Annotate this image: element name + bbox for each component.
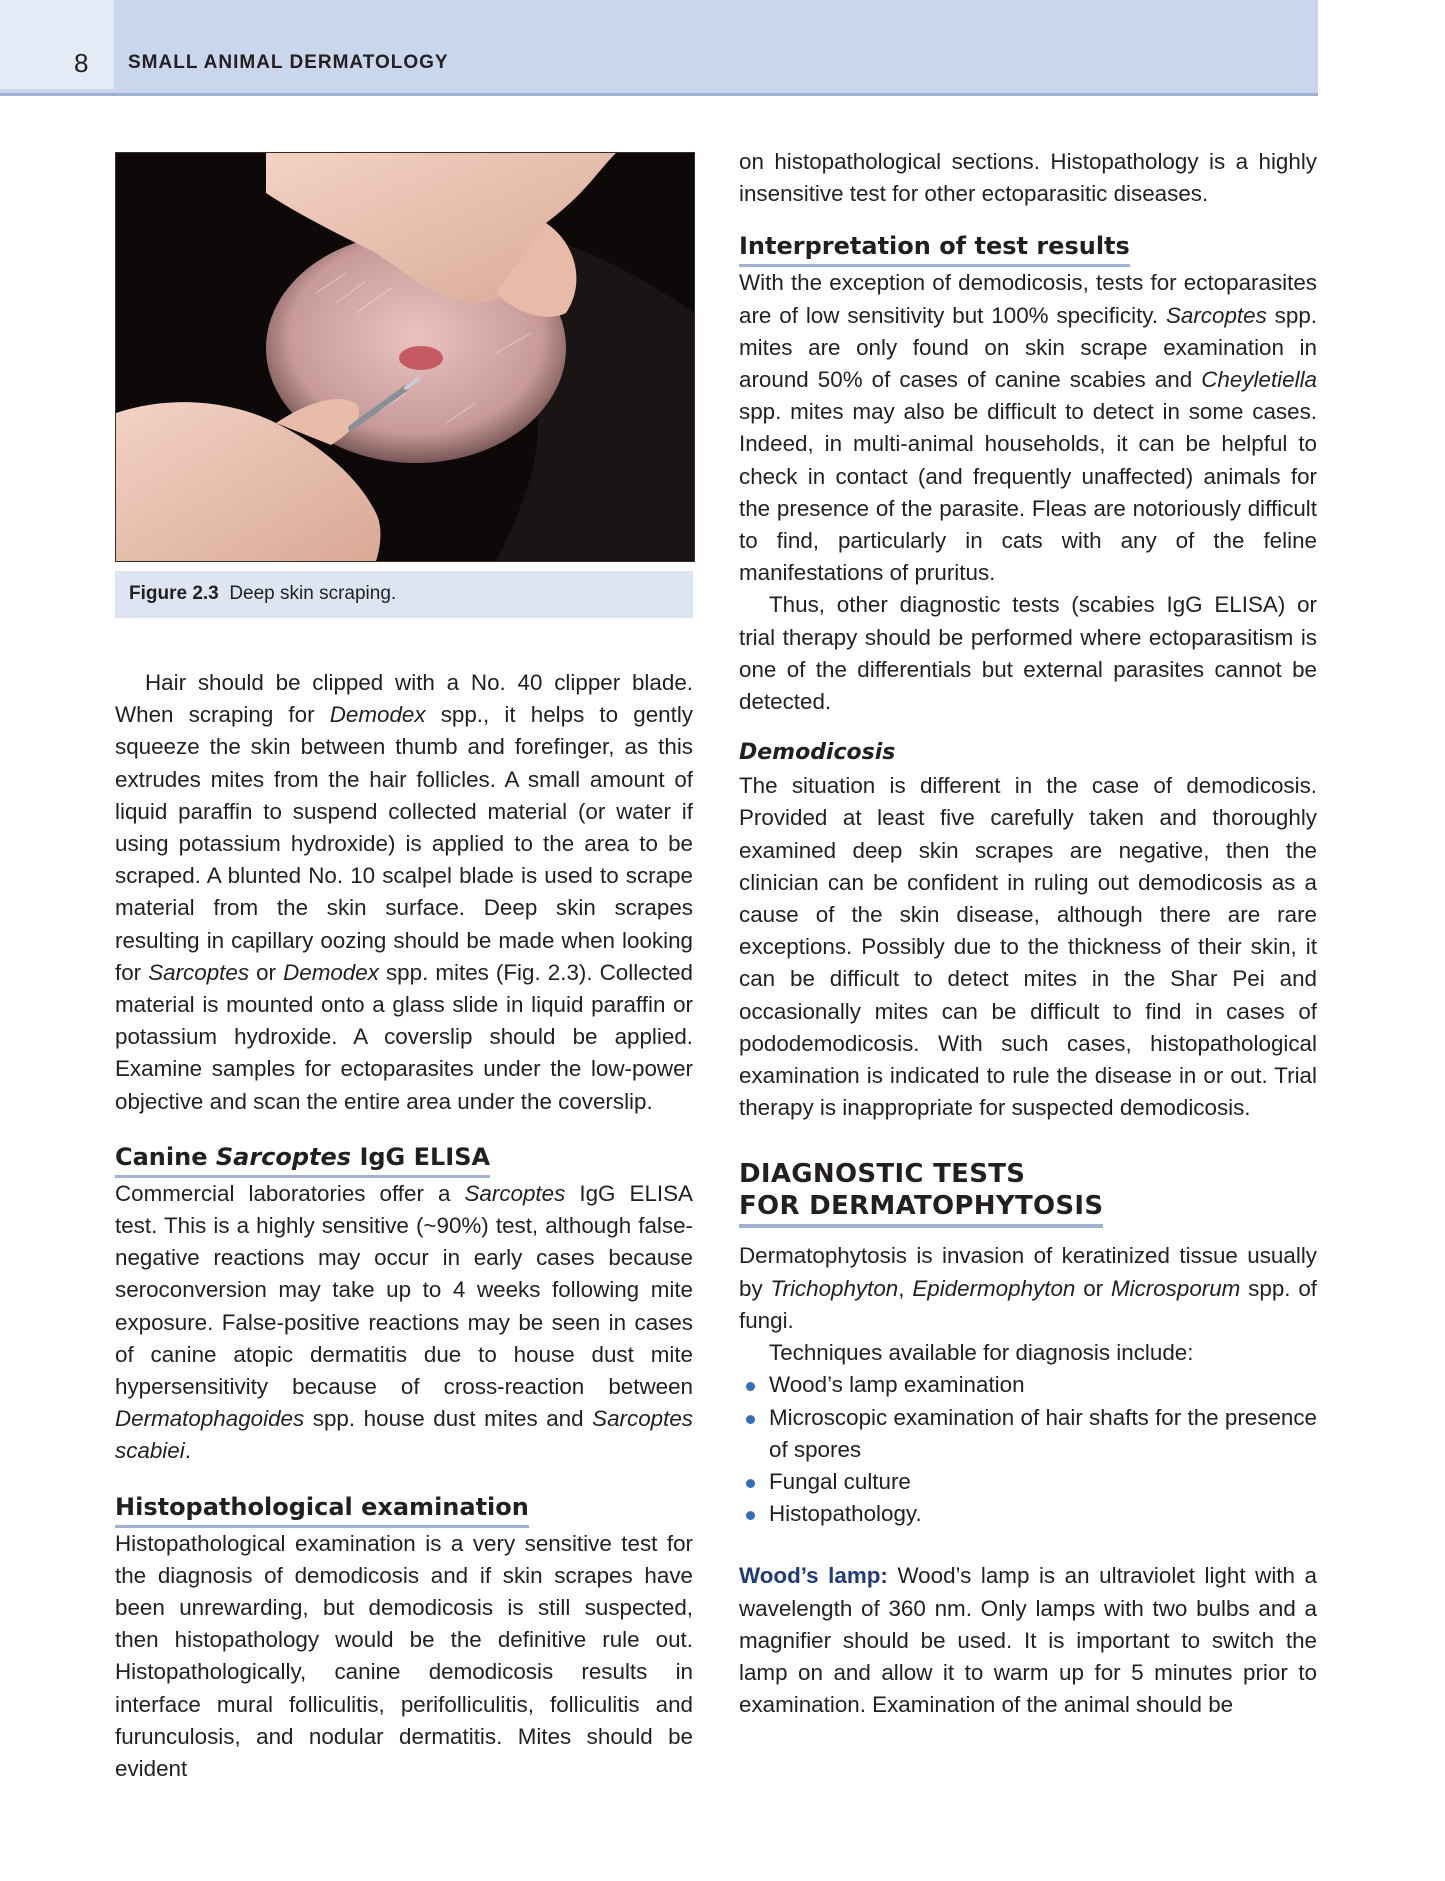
heading-interpretation-of-test-results: Interpretation of test results xyxy=(739,229,1130,267)
italic-run: Demodex xyxy=(283,959,379,985)
italic-run: Microsporum xyxy=(1110,1275,1241,1301)
paragraph-elisa: Commercial laboratories offer a Sarcoptes IgG ELISA test. This is a highly sensitive (~90%) test, although false-negative reactions may occur in early cases because seroconversion may take up to 4 weeks following mite exposure. False-positive reactions may be seen in cases of canine atopic dermatitis due to house dust mite hypersensitivity because of cross-reaction between Dermatophagoides spp. house dust mites and Sarcoptes scabiei. xyxy=(115,1180,693,1464)
italic-run: Sarcoptes scabiei xyxy=(115,1406,693,1464)
page-number-tab xyxy=(0,0,114,89)
techniques-list xyxy=(739,1369,1317,1530)
paragraph-demodicosis: The situation is different in the case of demodicosis. Provided at least five carefully taken and thoroughly examined deep skin scrapes are negative, then the clinician can be confident in ruling out demodicosis as a cause of the skin disease, although there are rare exceptions. Possibly due to the thickness of their skin, it can be difficult to detect mites in the Shar Pei and occasionally mites can be difficult to find in cases of pododemodicosis. With such cases, histopathological examination is indicated to rule the disease in or out. Trial therapy is inappropriate for suspected demodicosis. xyxy=(739,773,1317,1121)
italic-run: Sarcoptes xyxy=(148,959,250,985)
woods-lamp-text: Wood’s lamp is an ultraviolet light with a wavelength of 360 nm. Only lamps with two bulbs and a magnifier should be used. It is important to switch the lamp on and allow it to warm up for 5 minutes prior to examination. Examination of the animal should be xyxy=(739,1563,1317,1718)
italic-run: Sarcoptes xyxy=(1165,302,1267,328)
figure-caption-text: Deep skin scraping. xyxy=(229,583,397,604)
heading-line-2: FOR DERMATOPHYTOSIS xyxy=(739,1191,1104,1222)
running-head-title: SMALL ANIMAL DERMATOLOGY xyxy=(128,52,449,73)
list-item: Histopathology. xyxy=(739,1498,1317,1530)
figure-photo-skin-scraping xyxy=(115,152,695,562)
left-column xyxy=(115,667,693,1785)
figure-label: Figure 2.3 xyxy=(129,583,219,604)
paragraph-interpretation-followup: Thus, other diagnostic tests (scabies IgG ELISA) or trial therapy should be performed where ectoparasitism is one of the differentials but external parasites cannot be detected. xyxy=(739,592,1317,715)
italic-run: Dermatophagoides xyxy=(115,1406,305,1432)
italic-run: Epidermophyton xyxy=(912,1275,1076,1301)
paragraph-histo-continued: on histopathological sections. Histopathology is a highly insensitive test for other ectoparasitic diseases. xyxy=(739,149,1317,207)
italic-run: Cheyletiella xyxy=(1201,367,1317,393)
running-header xyxy=(0,0,1318,96)
skin-scraping-illustration xyxy=(116,153,694,561)
list-item: Wood’s lamp examination xyxy=(739,1369,1317,1401)
paragraph-techniques: Techniques available for diagnosis include: xyxy=(769,1340,1194,1366)
list-item: Fungal culture xyxy=(739,1466,1317,1498)
italic-run: Demodex xyxy=(329,702,426,728)
heading-demodicosis: Demodicosis xyxy=(739,740,896,766)
paragraph-histopathology: Histopathological examination is a very sensitive test for the diagnosis of demodicosis and if skin scrapes have been unrewarding, but demodicosis is still suspected, then histopathology would be the definitive rule out. Histopathologically, canine demodicosis results in interface mural folliculitis, perifolliculitis, folliculitis and furunculosis, and nodular dermatitis. Mites should be evident xyxy=(115,1530,693,1782)
figure-caption xyxy=(115,571,693,618)
heading-diagnostic-tests-dermatophytosis xyxy=(739,1158,1103,1228)
woods-lamp-lead: Wood’s lamp: xyxy=(739,1563,888,1589)
heading-line-1: DIAGNOSTIC TESTS xyxy=(739,1159,1026,1190)
right-column xyxy=(739,146,1317,1721)
heading-histopathological-examination: Histopathological examination xyxy=(115,1490,529,1528)
paragraph-woods-lamp xyxy=(739,1560,1317,1721)
heading-canine-sarcoptes-elisa: Canine Sarcoptes IgG ELISA xyxy=(115,1140,490,1178)
paragraph-interpretation: With the exception of demodicosis, tests for ectoparasites are of low sensitivity but 100% specificity. Sarcoptes spp. mites are only found on skin scrape examination in around 50% of cases of canine scabies and Cheyletiella spp. mites may also be difficult to detect in some cases. Indeed, in multi-animal households, it can be helpful to check in contact (and frequently unaffected) animals for the presence of the parasite. Fleas are notoriously difficult to find, particularly in cats with any of the feline manifestations of pruritus. xyxy=(739,270,1317,586)
italic-run: Trichophyton xyxy=(770,1275,899,1301)
italic-run: Sarcoptes xyxy=(464,1180,566,1206)
paragraph-dermatophytosis: Dermatophytosis is invasion of keratinized tissue usually by Trichophyton, Epidermophyton or Microsporum spp. of fungi. xyxy=(739,1243,1317,1333)
paragraph-skin-scraping: Hair should be clipped with a No. 40 clipper blade. When scraping for Demodex spp., it helps to gently squeeze the skin between thumb and forefinger, as this extrudes mites from the hair follicles. A small amount of liquid paraffin to suspend collected material (or water if using potassium hydroxide) is applied to the area to be scraped. A blunted No. 10 scalpel blade is used to scrape material from the skin surface. Deep skin scrapes resulting in capillary oozing should be made when looking for Sarcoptes or Demodex spp. mites (Fig. 2.3). Collected material is mounted onto a glass slide in liquid paraffin or potassium hydroxide. A coverslip should be applied. Examine samples for ectoparasites under the low-power objective and scan the entire area under the coverslip. xyxy=(115,670,693,1114)
italic-run: Sarcoptes xyxy=(215,1142,352,1171)
page-number: 8 xyxy=(74,48,89,78)
list-item: Microscopic examination of hair shafts for the presence of spores xyxy=(739,1402,1317,1466)
